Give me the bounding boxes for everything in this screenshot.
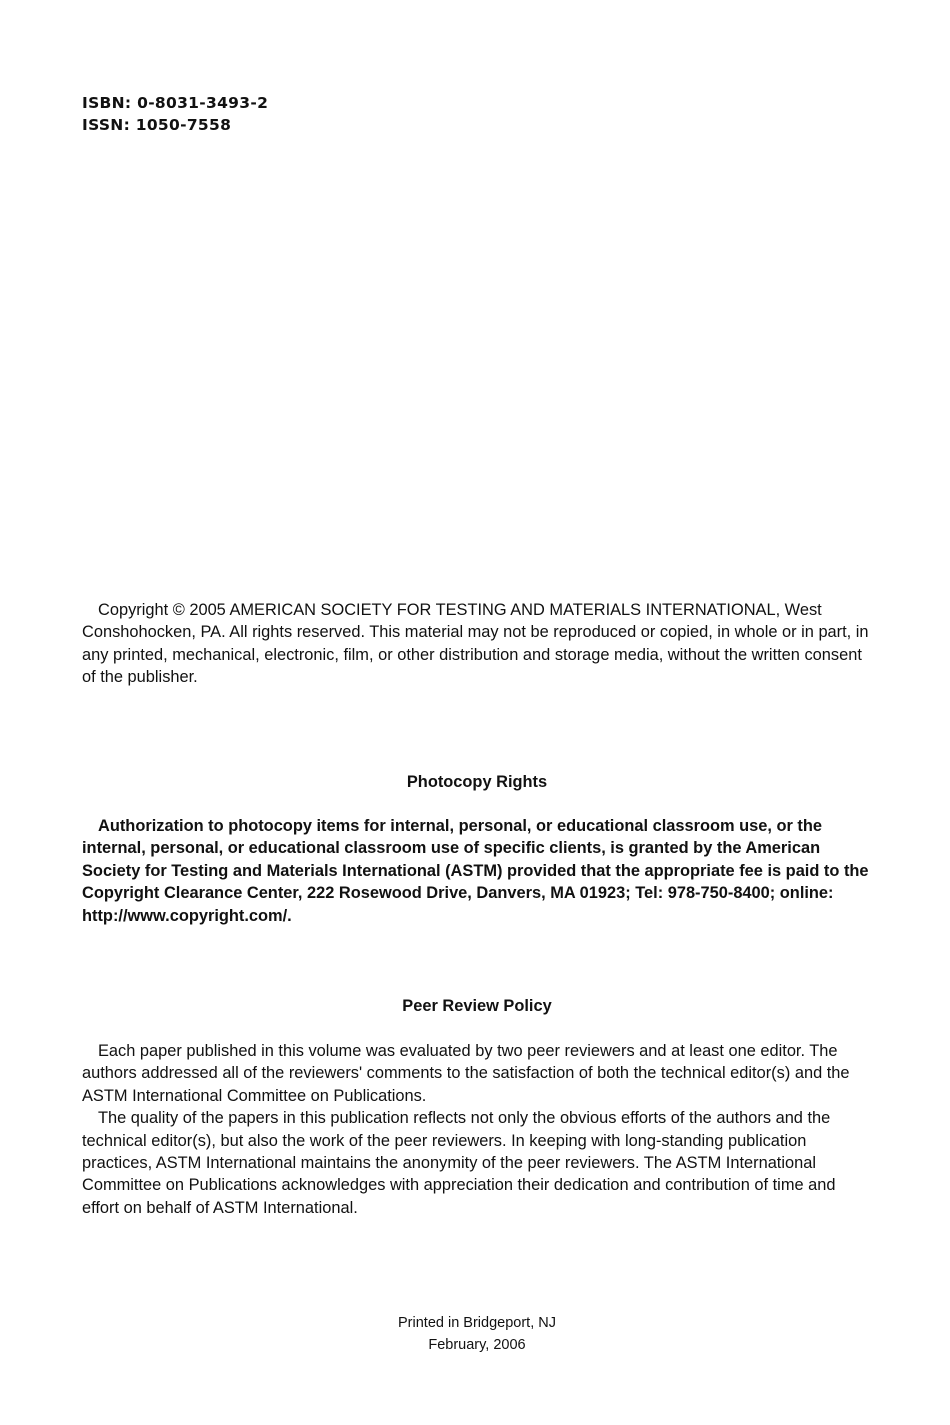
peer-review-policy-heading: Peer Review Policy xyxy=(402,997,552,1015)
isbn-number: ISBN: 0-8031-3493-2 xyxy=(82,94,269,112)
peer-review-policy-text xyxy=(82,1040,872,1219)
copyright-notice: Copyright © 2005 AMERICAN SOCIETY FOR TESTING AND MATERIALS INTERNATIONAL, West Conshohocken, PA. All rights reserved. This material may not be reproduced or copied, in whole or in part, in any printed, mechanical, electronic, film, or other distribution and storage media, without the written consent of the publisher. xyxy=(82,601,869,687)
photocopy-rights-text: Authorization to photocopy items for internal, personal, or educational classroom use, or the internal, personal, or educational classroom use of specific clients, is granted by the American Society for Testing and Materials International (ASTM) provided that the appropriate fee is paid to the Copyright Clearance Center, 222 Rosewood Drive, Danvers, MA 01923; Tel: 978-750-8400; online: http://www.copyright.com/. xyxy=(82,817,869,925)
issn-number: ISSN: 1050-7558 xyxy=(82,116,232,134)
peer-review-paragraph: Each paper published in this volume was evaluated by two peer reviewers and at least one editor. The authors addressed all of the reviewers' comments to the satisfaction of both the technical editor(s) and the ASTM International Committee on Publications. xyxy=(82,1042,850,1105)
photocopy-rights-heading: Photocopy Rights xyxy=(406,773,548,791)
printed-date: February, 2006 xyxy=(428,1337,526,1353)
peer-review-paragraph: The quality of the papers in this publication reflects not only the obvious efforts of the authors and the technical editor(s), but also the work of the peer reviewers. In keeping with long-standing publication practices, ASTM International maintains the anonymity of the peer reviewers. The ASTM International Committee on Publications acknowledges with appreciation their dedication and contribution of time and effort on behalf of ASTM International. xyxy=(82,1109,836,1217)
printed-location: Printed in Bridgeport, NJ xyxy=(398,1315,556,1331)
